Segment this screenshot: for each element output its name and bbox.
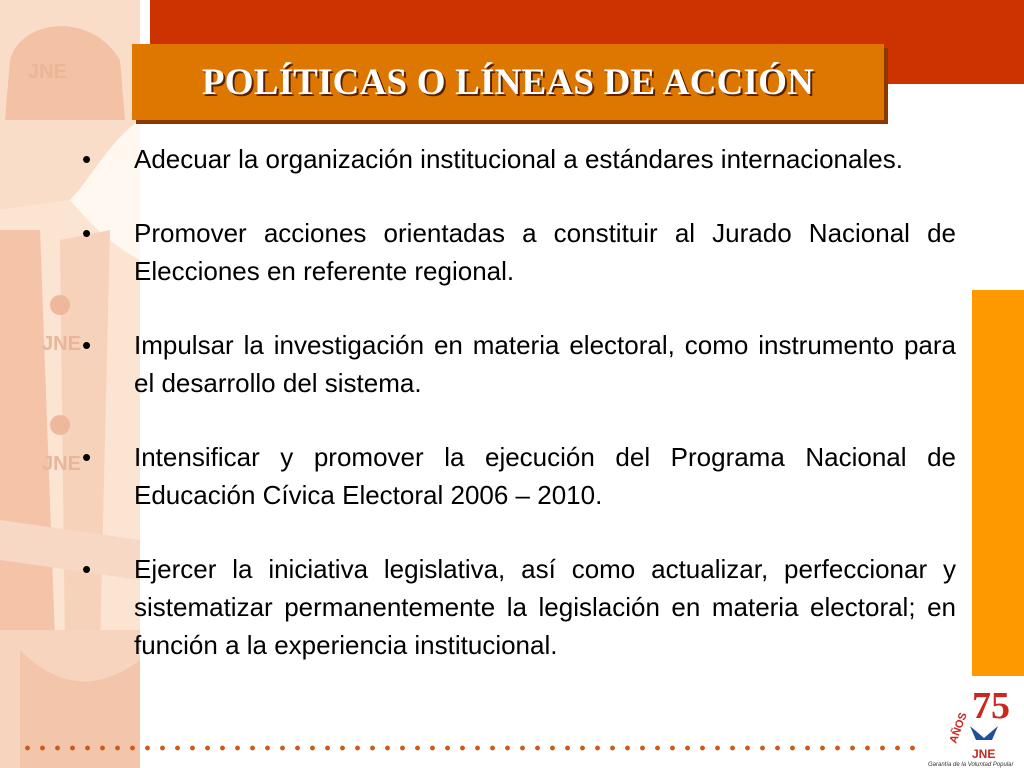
title-banner [132,44,884,120]
list-item [78,438,956,514]
list-item-text: Intensificar y promover la ejecución del Programa Nacional de Educación Cívica Electoral 2006 – 2010. [134,442,956,510]
list-item-text: Adecuar la organización institucional a estándares internacionales. [134,144,903,174]
watermark-jne-text: JNE [42,453,81,475]
list-item-text: Impulsar la investigación en materia electoral, como instrumento para el desarrollo del sistema. [134,330,956,398]
list-item-text: Ejercer la iniciativa legislativa, así como actualizar, perfeccionar y sistematizar permanentemente la legislación en materia electoral; en función a la experiencia institucional. [134,554,956,660]
bullet-marker: • [82,330,92,360]
bullet-marker: • [82,144,92,174]
jne-75-anniversary-logo [922,676,1024,768]
dotted-divider [20,745,920,751]
logo-number: 75 [972,685,1010,727]
bullet-marker: • [82,554,92,584]
list-item [78,140,956,178]
logo-org: JNE [972,747,996,761]
watermark-jne-text: JNE [42,333,81,355]
list-item-text: Promover acciones orientadas a constituir al Jurado Nacional de Elecciones en referente regional. [134,218,956,286]
logo-tagline: Garantía de la Voluntad Popular [928,762,1014,768]
list-item [78,550,956,664]
slide-title: POLÍTICAS O LÍNEAS DE ACCIÓN [201,61,815,103]
bullet-marker: • [82,442,92,472]
list-item [78,214,956,290]
bullet-list [78,140,956,700]
logo-word: AÑOS [947,711,970,746]
right-accent-bar [972,290,1024,690]
bullet-marker: • [82,218,92,248]
watermark-jne-text: JNE [28,61,67,83]
list-item [78,326,956,402]
